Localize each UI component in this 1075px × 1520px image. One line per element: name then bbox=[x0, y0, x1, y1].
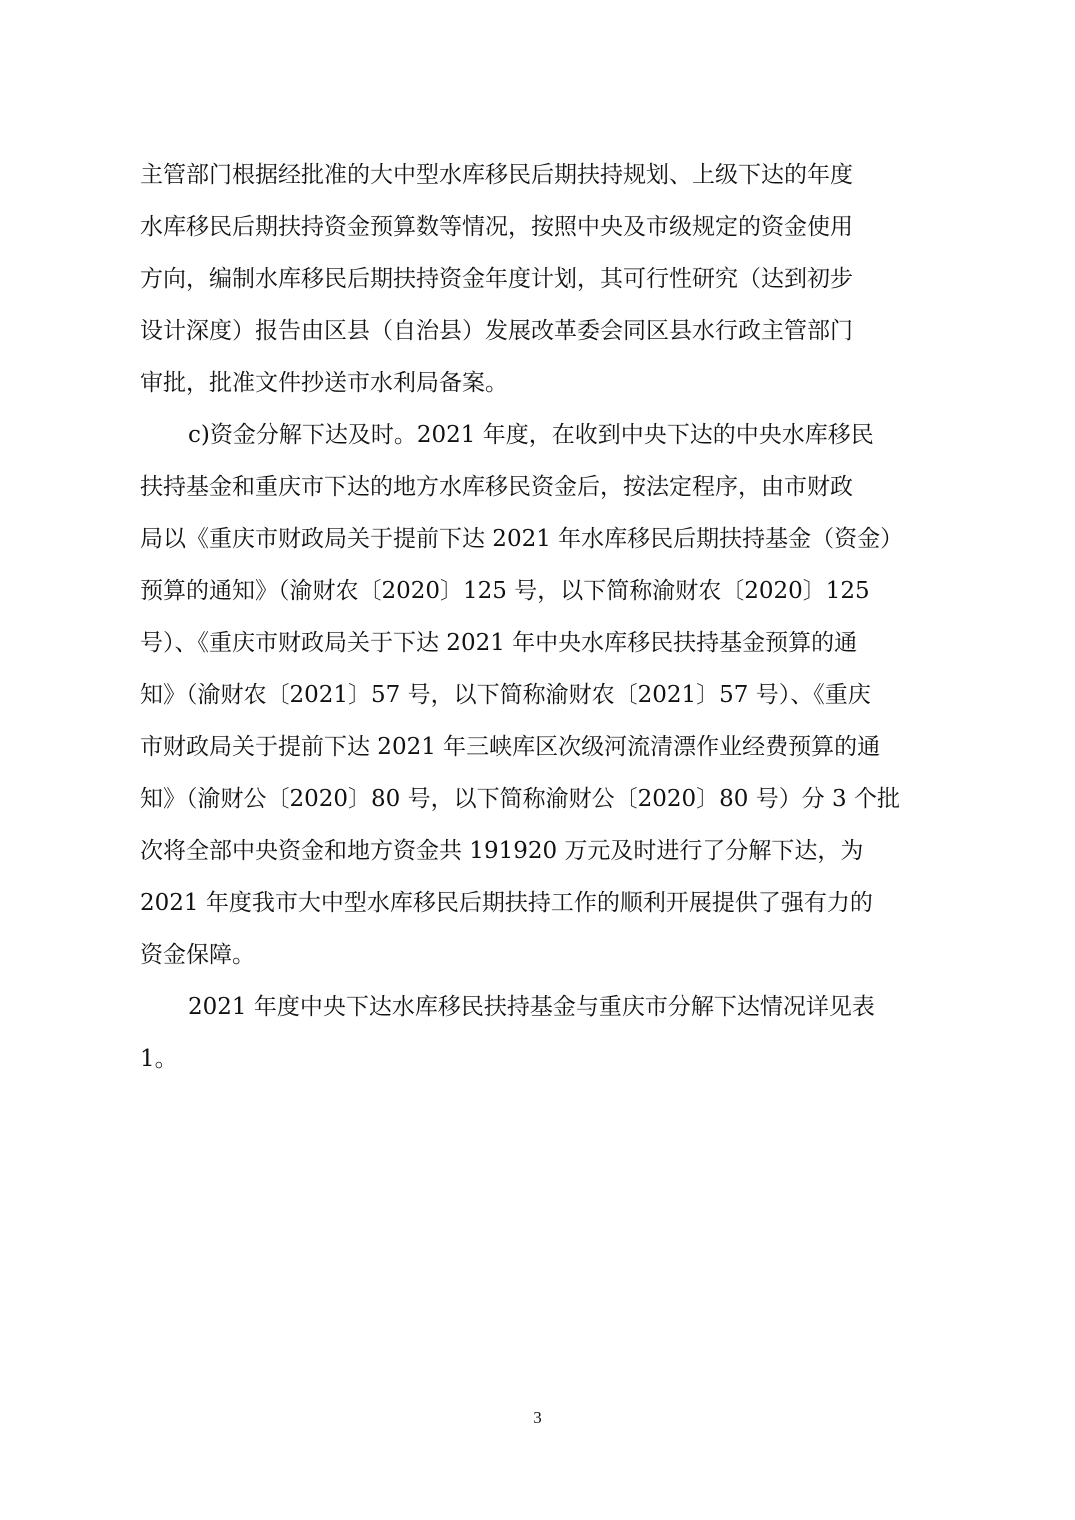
text-line: 审批，批准文件抄送市水利局备案。 bbox=[140, 370, 508, 396]
text-line: 局以《重庆市财政局关于提前下达 2021 年水库移民后期扶持基金（资金） bbox=[140, 526, 904, 552]
text-line: 设计深度）报告由区县（自治县）发展改革委会同区县水行政主管部门 bbox=[140, 318, 853, 344]
text-line: 1。 bbox=[140, 1046, 178, 1072]
page-number: 3 bbox=[533, 1408, 542, 1427]
text-line: 知》（渝财农〔2021〕57 号，以下简称渝财农〔2021〕57 号）、《重庆 bbox=[140, 682, 871, 708]
text-line: 2021 年度中央下达水库移民扶持基金与重庆市分解下达情况详见表 bbox=[188, 994, 875, 1020]
text-line: 资金保障。 bbox=[140, 942, 255, 968]
text-line: c)资金分解下达及时。2021 年度，在收到中央下达的中央水库移民 bbox=[188, 422, 874, 448]
text-line: 次将全部中央资金和地方资金共 191920 万元及时进行了分解下达，为 bbox=[140, 838, 864, 864]
text-line: 号）、《重庆市财政局关于下达 2021 年中央水库移民扶持基金预算的通 bbox=[140, 630, 858, 656]
text-line: 预算的通知》（渝财农〔2020〕125 号，以下简称渝财农〔2020〕125 bbox=[140, 578, 870, 604]
text-line: 扶持基金和重庆市下达的地方水库移民资金后，按法定程序，由市财政 bbox=[140, 474, 853, 500]
text-line: 水库移民后期扶持资金预算数等情况，按照中央及市级规定的资金使用 bbox=[140, 214, 853, 240]
text-line: 方向，编制水库移民后期扶持资金年度计划，其可行性研究（达到初步 bbox=[140, 266, 853, 292]
text-line: 知》（渝财公〔2020〕80 号，以下简称渝财公〔2020〕80 号）分 3 个批 bbox=[140, 786, 900, 812]
text-line: 2021 年度我市大中型水库移民后期扶持工作的顺利开展提供了强有力的 bbox=[140, 890, 873, 916]
text-line: 市财政局关于提前下达 2021 年三峡库区次级河流清漂作业经费预算的通 bbox=[140, 734, 881, 760]
text-line: 主管部门根据经批准的大中型水库移民后期扶持规划、上级下达的年度 bbox=[140, 162, 853, 188]
